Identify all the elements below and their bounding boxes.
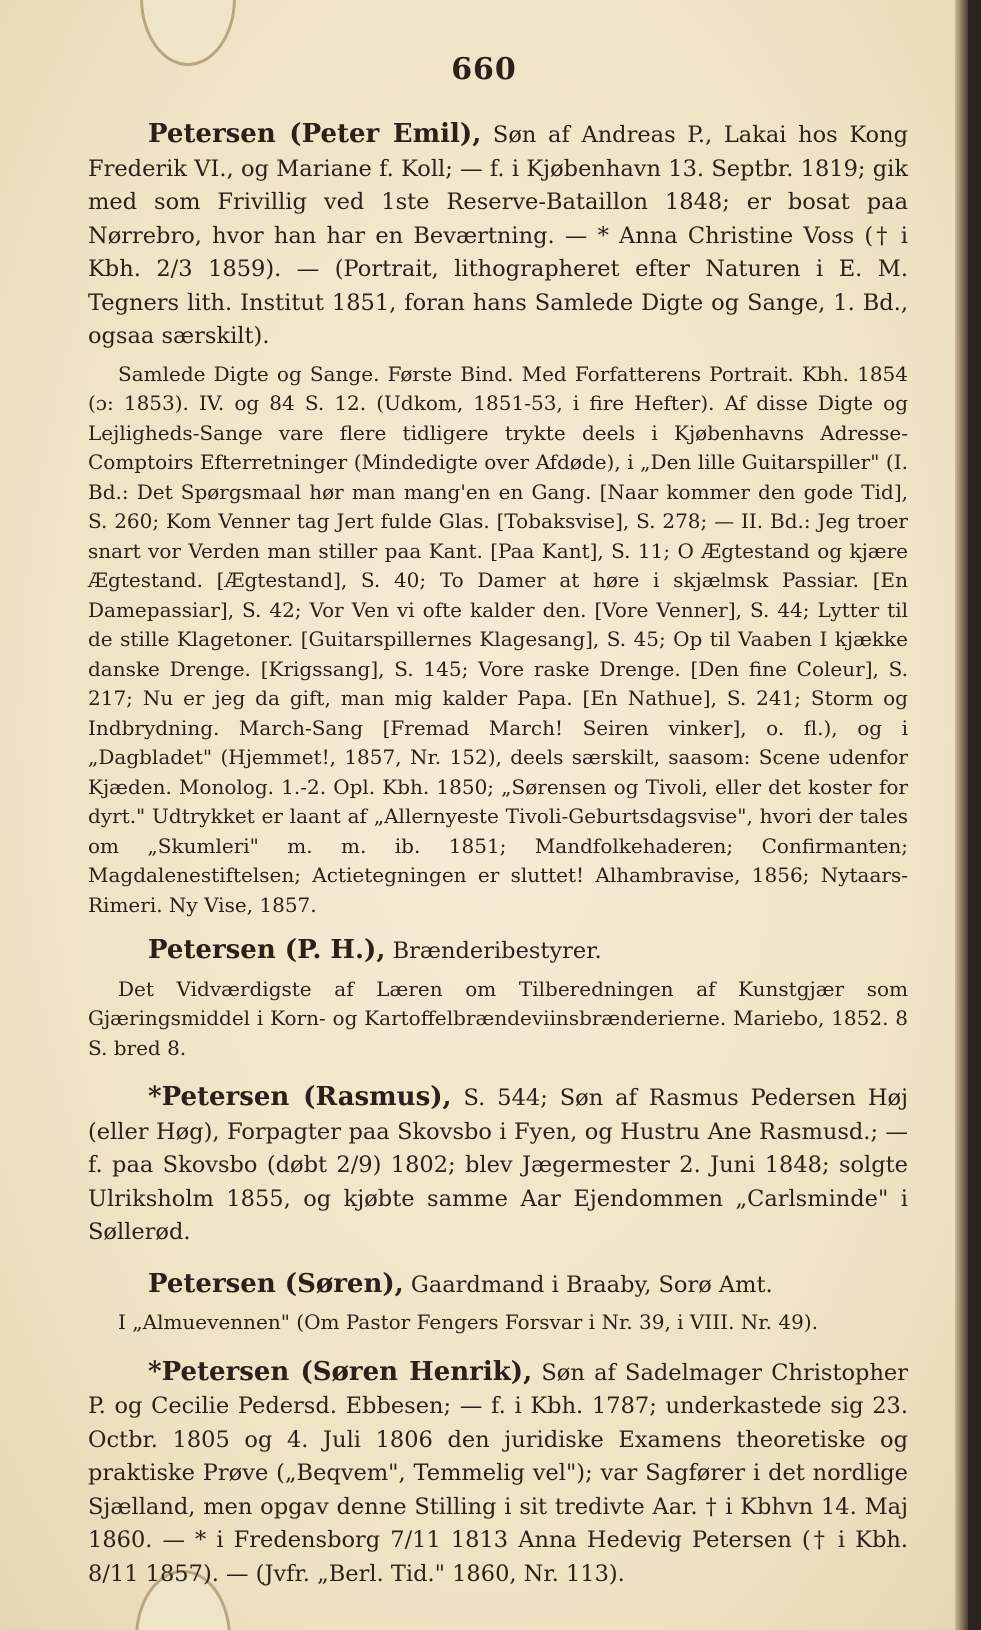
page-number: 660	[451, 52, 517, 87]
entry-petersen-soren	[88, 1268, 908, 1303]
entry-name: Petersen (P. H.),	[148, 935, 386, 965]
page-content	[88, 118, 908, 1591]
entry-name: *Petersen (Søren Henrik),	[148, 1356, 533, 1387]
page-edge	[955, 0, 968, 1630]
entry-petersen-rasmus	[88, 1081, 908, 1250]
entry-petersen-soren-henrik	[88, 1356, 908, 1592]
entry-works: Samlede Digte og Sange. Første Bind. Med Forfatterens Portrait. Kbh. 1854 (ɔ: 1853). IV. og 84 S. 12. (Udkom, 1851-53, i fire Hefter). Af disse Digte og Lejligheds-Sange vare flere tidligere trykte deels i Kjøbenhavns Adresse-Comptoirs Efterretninger (Mindedigte over Afdøde), i „Den lille Guitarspiller" (I. Bd.: Det Spørgsmaal hør man mang'en en Gang. [Naar kommer den gode Tid], S. 260; Kom Venner tag Jert fulde Glas. [Tobaksvise], S. 278; — II. Bd.: Jeg troer snart vor Verden man stiller paa Kant. [Paa Kant], S. 11; O Ægtestand og kjære Ægtestand. [Ægtestand], S. 40; To Damer at høre i skjælmsk Passiar. [En Damepassiar], S. 42; Vor Ven vi ofte kalder den. [Vore Venner], S. 44; Lytter til de stille Klagetoner. [Guitarspillernes Klagesang], S. 45; Op til Vaaben I kjække danske Drenge. [Krigssang], S. 145; Vore raske Drenge. [Den fine Coleur], S. 217; Nu er jeg da gift, man mig kalder Papa. [En Nathue], S. 241; Storm og Indbrydning. March-Sang [Fremad March! Seiren vinker], o. fl.), og i „Dagbladet" (Hjemmet!, 1857, Nr. 152), deels særskilt, saasom: Scene udenfor Kjæden. Monolog. 1.-2. Opl. Kbh. 1850; „Sørensen og Tivoli, eller det koster for dyrt." Udtrykket er laant af „Allernyeste Tivoli-Geburtsdagsvise", hvori der tales om „Skumleri" m. m. ib. 1851; Mandfolkehaderen; Confirmanten; Magdalenestiftelsen; Actietegningen er sluttet! Alhambravise, 1856; Nytaars-Rimeri. Ny Vise, 1857.	[88, 361, 908, 917]
entry-biography: Søn af Sadelmager Christopher P. og Cecilie Pedersd. Ebbesen; — f. i Kbh. 1787; underkastede sig 23. Octbr. 1805 og 4. Juli 1806 den juridiske Examens theoretiske og praktiske Prøve („Beqvem", Temmelig vel"); var Sagfører i det nordlige Sjælland, men opgav denne Stilling i sit tredivte Aar. † i Kbhvn 14. Maj 1860. — * i Fredensborg 7/11 1813 Anna Hedevig Petersen († i Kbh. 8/11 1857). — (Jvfr. „Berl. Tid." 1860, Nr. 113).	[88, 1359, 909, 1587]
entry-biography: Brænderibestyrer.	[392, 938, 602, 964]
entry-works: I „Almuevennen" (Om Pastor Fengers Forsvar i Nr. 39, i VIII. Nr. 49).	[118, 1310, 818, 1334]
entry-petersen-p-h	[88, 934, 908, 969]
entry-name: Petersen (Søren),	[148, 1268, 404, 1299]
entry-biography: Gaardmand i Braaby, Sorø Amt.	[410, 1271, 773, 1298]
entry-works: Det Vidværdigste af Læren om Tilberedningen af Kunstgjær som Gjæringsmiddel i Korn- og Kartoffelbrændeviinsbrænderierne. Mariebo, 1852. 8 S. bred 8.	[88, 976, 908, 1060]
entry-biography: S. 544; Søn af Rasmus Pedersen Høj (eller Høg), Forpagter paa Skovsbo i Fyen, og Hustru Ane Rasmusd.; — f. paa Skovsbo (døbt 2/9) 1802; blev Jægermester 2. Juni 1848; solgte Ulriksholm 1855, og kjøbte samme Aar Ejendommen „Carlsminde" i Søllerød.	[88, 1085, 908, 1245]
entry-name: *Petersen (Rasmus),	[148, 1082, 452, 1112]
entry-biography: Søn af Andreas P., Lakai hos Kong Frederik VI., og Mariane f. Koll; — f. i Kjøbenhavn 13. Septbr. 1819; gik med som Frivillig ved 1ste Reserve-Bataillon 1848; er bosat paa Nørrebro, hvor han har en Beværtning. — * Anna Christine Voss († i Kbh. 2/3 1859). — (Portrait, lithographeret efter Naturen i E. M. Tegners lith. Institut 1851, foran hans Samlede Digte og Sange, 1. Bd., ogsaa særskilt).	[88, 122, 908, 349]
entry-petersen-peter-emil	[88, 118, 908, 354]
entry-name: Petersen (Peter Emil),	[148, 119, 482, 149]
